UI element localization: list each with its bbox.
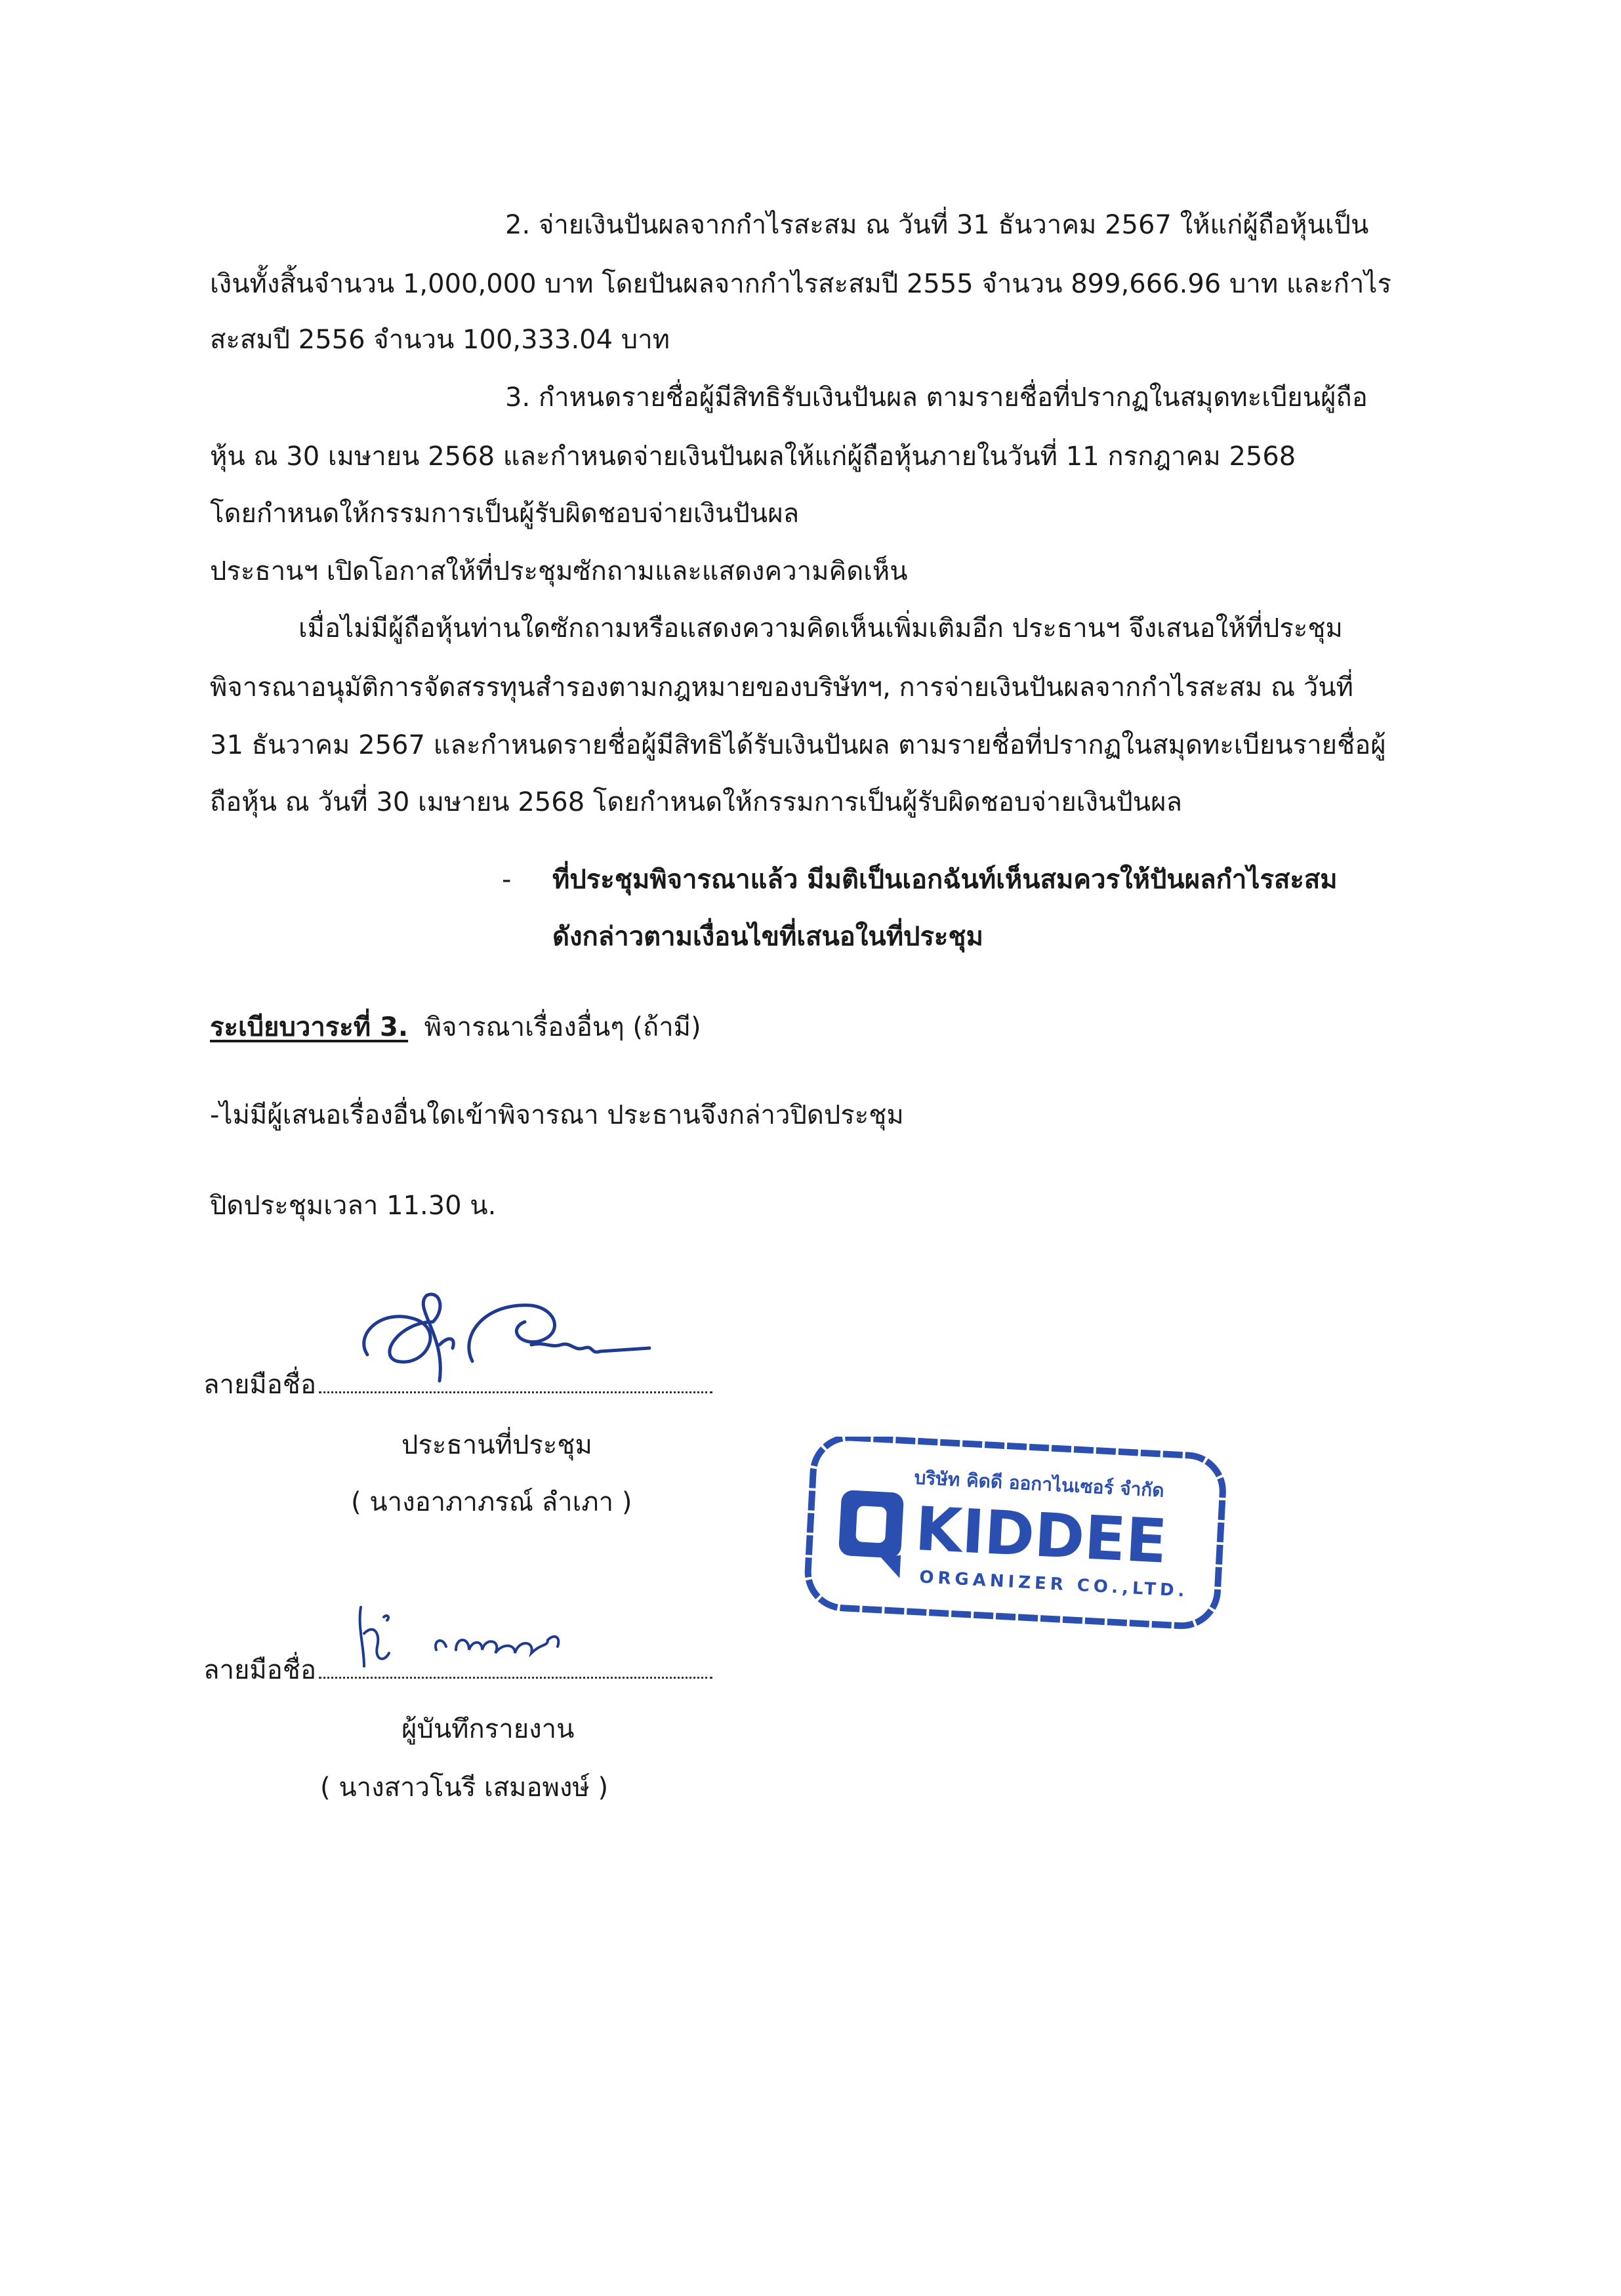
proposal-line4: ถือหุ้น ณ วันที่ 30 เมษายน 2568 โดยกำหนดให้กรรมการเป็นผู้รับผิดชอบจ่ายเงินปันผล [210,787,1183,817]
proposal-line2: พิจารณาอนุมัติการจัดสรรทุนสำรองตามกฎหมายของบริษัทฯ, การจ่ายเงินปันผลจากกำไรสะสม ณ วันที่ [210,672,1354,703]
item3-line1: 3. กำหนดรายชื่อผู้มีสิทธิรับเงินปันผล ตามรายชื่อที่ปรากฏในสมุดทะเบียนผู้ถือ [505,382,1368,413]
resolution-line2: ดังกล่าวตามเงื่อนไขที่เสนอในที่ประชุม [552,922,983,952]
signature1-role: ประธานที่ประชุม [401,1430,592,1460]
item3-line2: หุ้น ณ 30 เมษายน 2568 และกำหนดจ่ายเงินปันผลให้แก่ผู้ถือหุ้นภายในวันที่ 11 กรกฎาคม 2568 [210,441,1296,472]
resolution-dash: - [502,865,512,895]
resolution-line1: ที่ประชุมพิจารณาแล้ว มีมติเป็นเอกฉันท์เห็นสมควรให้ปันผลกำไรสะสม [552,865,1338,895]
item2-line1: 2. จ่ายเงินปันผลจากกำไรสะสม ณ วันที่ 31 ธันวาคม 2567 ให้แก่ผู้ถือหุ้นเป็น [505,210,1369,240]
stamp-brand: KIDDEE [913,1493,1169,1577]
agenda3-title: พิจารณาเรื่องอื่นๆ (ถ้ามี) [424,1012,701,1042]
stamp-thai-name: บริษัท คิดดี ออกาไนเซอร์ จำกัด [913,1466,1165,1502]
signature2-label: ลายมือชื่อ [203,1655,316,1685]
signature2-dotted-line [319,1670,712,1679]
agenda3-heading [210,1009,701,1046]
proposal-line1: เมื่อไม่มีผู้ถือหุ้นท่านใดซักถามหรือแสดงความคิดเห็นเพิ่มเติมอีก ประธานฯ จึงเสนอให้ที่ประชุม [298,613,1343,644]
proposal-line3: 31 ธันวาคม 2567 และกำหนดรายชื่อผู้มีสิทธิได้รับเงินปันผล ตามรายชื่อที่ปรากฏในสมุดทะเบียนรายชื่อผู้ [210,730,1386,760]
signature2-line [203,1652,712,1689]
signature2-role: ผู้บันทึกรายงาน [401,1714,575,1744]
signature1-line [203,1366,712,1403]
signature2-name: ( นางสาวโนรี เสมอพงษ์ ) [320,1773,609,1803]
company-stamp [804,1437,1230,1633]
no-other-matters: -ไม่มีผู้เสนอเรื่องอื่นใดเข้าพิจารณา ประธานจึงกล่าวปิดประชุม [210,1100,904,1130]
item2-line3: สะสมปี 2556 จำนวน 100,333.04 บาท [210,325,670,355]
item3-line3: โดยกำหนดให้กรรมการเป็นผู้รับผิดชอบจ่ายเงินปันผล [210,499,800,529]
signature1-dotted-line [319,1385,712,1393]
signature1-name: ( นางอาภาภรณ์ ลำเภา ) [351,1487,632,1517]
signature1-label: ลายมือชื่อ [203,1370,316,1400]
item2-line2: เงินทั้งสิ้นจำนวน 1,000,000 บาท โดยปันผลจากกำไรสะสมปี 2555 จำนวน 899,666.96 บาท และกำไร [210,269,1391,299]
agenda3-label: ระเบียบวาระที่ 3. [210,1012,409,1042]
closing-time: ปิดประชุมเวลา 11.30 น. [210,1191,497,1221]
stamp-english: ORGANIZER CO.,LTD. [918,1567,1189,1601]
chair-open-text: ประธานฯ เปิดโอกาสให้ที่ประชุมซักถามและแสดงความคิดเห็น [210,556,908,586]
